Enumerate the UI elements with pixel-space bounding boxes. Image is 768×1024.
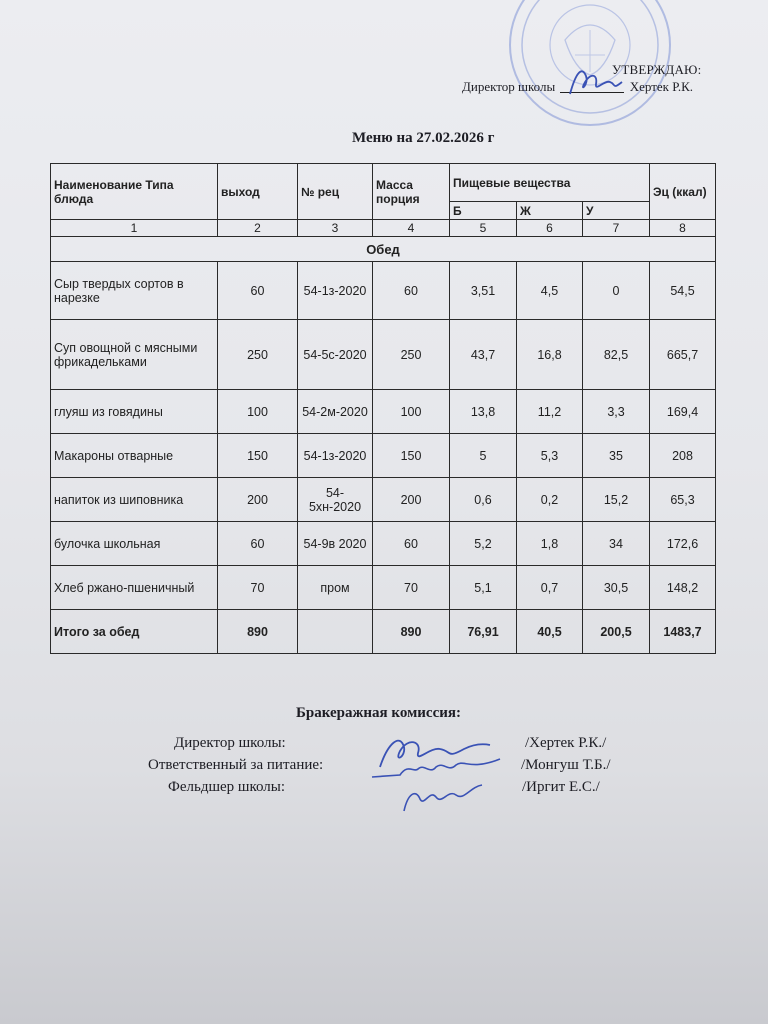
menu-table	[50, 163, 716, 654]
u-cell: 15,2	[583, 478, 650, 522]
commission-name: /Монгуш Т.Б./	[521, 757, 611, 773]
section-title: Обед	[51, 237, 716, 262]
u-cell: 30,5	[583, 566, 650, 610]
header-u: У	[583, 202, 650, 220]
total-row	[51, 610, 716, 654]
b-cell: 5,2	[450, 522, 517, 566]
output-cell: 70	[218, 566, 298, 610]
commission-role: Ответственный за питание:	[148, 757, 324, 773]
u-cell: 82,5	[583, 320, 650, 390]
commission-name: /Хертек Р.К./	[525, 735, 607, 751]
output-cell: 250	[218, 320, 298, 390]
col-number: 8	[650, 220, 716, 237]
zh-cell: 4,5	[517, 262, 583, 320]
header-name: Наименование Типа блюда	[51, 164, 218, 220]
commission-title: Бракеражная комиссия:	[296, 705, 461, 721]
dish-name: Суп овощной с мясными фрикадельками	[51, 320, 218, 390]
total-b: 76,91	[450, 610, 517, 654]
mass-cell: 250	[373, 320, 450, 390]
commission-name: /Иргит Е.С./	[522, 779, 600, 795]
commission-signatures	[360, 723, 520, 823]
dish-name: Макароны отварные	[51, 434, 218, 478]
header-row	[51, 164, 716, 202]
b-cell: 43,7	[450, 320, 517, 390]
col-number: 2	[218, 220, 298, 237]
dish-name: Хлеб ржано-пшеничный	[51, 566, 218, 610]
b-cell: 5,1	[450, 566, 517, 610]
mass-cell: 150	[373, 434, 450, 478]
output-cell: 200	[218, 478, 298, 522]
table-row	[51, 566, 716, 610]
total-energy: 1483,7	[650, 610, 716, 654]
output-cell: 60	[218, 522, 298, 566]
table-row	[51, 390, 716, 434]
header-mass: Масса порция	[373, 164, 450, 220]
director-signature-top	[562, 62, 632, 102]
table-row	[51, 262, 716, 320]
approve-label: УТВЕРЖДАЮ:	[612, 62, 702, 77]
recipe-cell: пром	[298, 566, 373, 610]
section-row	[51, 237, 716, 262]
commission-role: Фельдшер школы:	[168, 779, 286, 795]
header-energy: Эц (ккал)	[650, 164, 716, 220]
total-recipe	[298, 610, 373, 654]
energy-cell: 208	[650, 434, 716, 478]
b-cell: 13,8	[450, 390, 517, 434]
header-zh: Ж	[517, 202, 583, 220]
u-cell: 35	[583, 434, 650, 478]
total-zh: 40,5	[517, 610, 583, 654]
zh-cell: 0,7	[517, 566, 583, 610]
table-row	[51, 522, 716, 566]
col-number: 1	[51, 220, 218, 237]
total-u: 200,5	[583, 610, 650, 654]
zh-cell: 1,8	[517, 522, 583, 566]
dish-name: Сыр твердых сортов в нарезке	[51, 262, 218, 320]
col-number: 3	[298, 220, 373, 237]
u-cell: 0	[583, 262, 650, 320]
b-cell: 5	[450, 434, 517, 478]
col-number: 4	[373, 220, 450, 237]
recipe-cell: 54-9в 2020	[298, 522, 373, 566]
table-row	[51, 320, 716, 390]
recipe-cell: 54-5с-2020	[298, 320, 373, 390]
energy-cell: 65,3	[650, 478, 716, 522]
mass-cell: 70	[373, 566, 450, 610]
column-numbers-row	[51, 220, 716, 237]
table-row	[51, 478, 716, 522]
header-b: Б	[450, 202, 517, 220]
recipe-cell: 54-5хн-2020	[298, 478, 373, 522]
b-cell: 0,6	[450, 478, 517, 522]
mass-cell: 200	[373, 478, 450, 522]
dish-name: булочка школьная	[51, 522, 218, 566]
dish-name: глуяш из говядины	[51, 390, 218, 434]
energy-cell: 148,2	[650, 566, 716, 610]
u-cell: 34	[583, 522, 650, 566]
mass-cell: 60	[373, 522, 450, 566]
header-output: выход	[218, 164, 298, 220]
zh-cell: 5,3	[517, 434, 583, 478]
director-label: Директор школы	[462, 79, 556, 94]
table-row	[51, 434, 716, 478]
mass-cell: 60	[373, 262, 450, 320]
energy-cell: 169,4	[650, 390, 716, 434]
b-cell: 3,51	[450, 262, 517, 320]
recipe-cell: 54-2м-2020	[298, 390, 373, 434]
output-cell: 150	[218, 434, 298, 478]
recipe-cell: 54-1з-2020	[298, 262, 373, 320]
output-cell: 100	[218, 390, 298, 434]
total-label: Итого за обед	[51, 610, 218, 654]
col-number: 7	[583, 220, 650, 237]
output-cell: 60	[218, 262, 298, 320]
header-nutrients: Пищевые вещества	[450, 164, 650, 202]
recipe-cell: 54-1з-2020	[298, 434, 373, 478]
col-number: 6	[517, 220, 583, 237]
u-cell: 3,3	[583, 390, 650, 434]
energy-cell: 54,5	[650, 262, 716, 320]
page-title: Меню на 27.02.2026 г	[352, 130, 495, 146]
mass-cell: 100	[373, 390, 450, 434]
zh-cell: 0,2	[517, 478, 583, 522]
commission-role: Директор школы:	[174, 735, 286, 751]
total-mass: 890	[373, 610, 450, 654]
director-name: Хертек Р.К.	[629, 79, 693, 94]
header-recipe: № рец	[298, 164, 373, 220]
total-output: 890	[218, 610, 298, 654]
col-number: 5	[450, 220, 517, 237]
energy-cell: 665,7	[650, 320, 716, 390]
energy-cell: 172,6	[650, 522, 716, 566]
dish-name: напиток из шиповника	[51, 478, 218, 522]
zh-cell: 11,2	[517, 390, 583, 434]
zh-cell: 16,8	[517, 320, 583, 390]
